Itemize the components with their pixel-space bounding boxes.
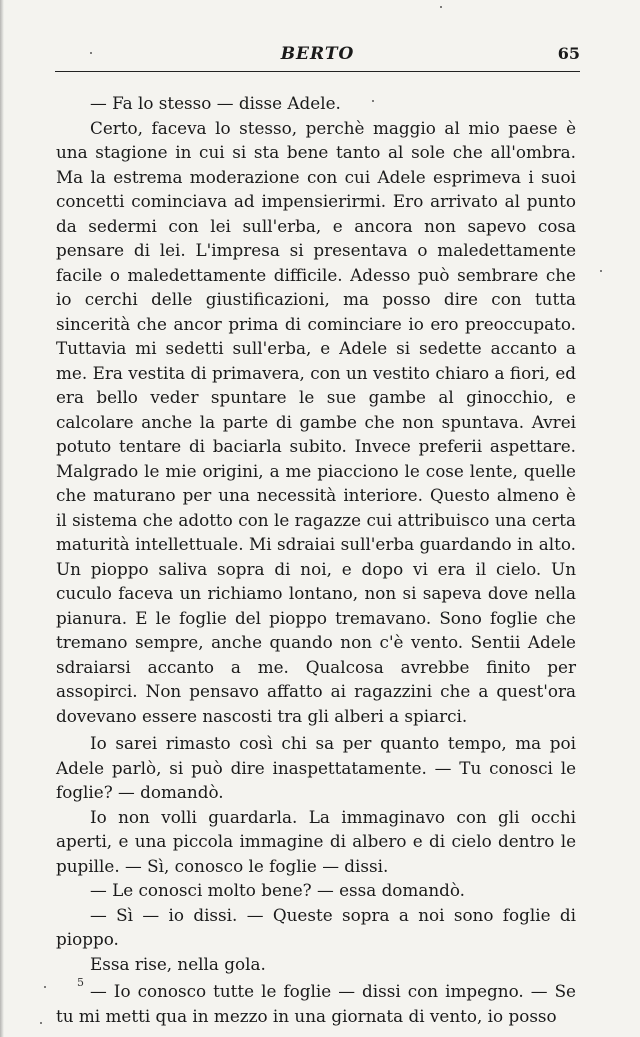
print-speck: [40, 1022, 42, 1024]
header-rule: [55, 71, 580, 72]
body-text: [56, 91, 576, 1028]
page-number: 65: [557, 44, 580, 63]
paragraph: Io sarei rimasto così chi sa per quanto tempo, ma poi Adele parlò, si può dire inaspettatamente. — Tu conosci le foglie? — domandò.: [56, 733, 576, 802]
print-speck: [90, 52, 92, 54]
page-header: [55, 40, 580, 70]
page-edge-shadow: [0, 0, 4, 1037]
print-speck: [44, 986, 46, 988]
signature-mark: 5: [77, 976, 84, 989]
paragraph: — Io conosco tutte le foglie — dissi con impegno. — Se tu mi metti qua in mezzo in una giornata di vento, io posso: [56, 981, 576, 1026]
paragraph: — Le conosci molto bene? — essa domandò.: [90, 880, 466, 900]
running-title: BERTO: [280, 44, 355, 64]
paragraph: — Fa lo stesso — disse Adele.: [90, 93, 341, 113]
paragraph: Io non volli guardarla. La immaginavo con gli occhi aperti, e una piccola immagine di albero e di cielo dentro le pupille. — Sì, conosco le foglie — dissi.: [56, 806, 576, 876]
paragraph: — Sì — io dissi. — Queste sopra a noi sono foglie di pioppo.: [56, 904, 576, 949]
paragraph: Certo, faceva lo stesso, perchè maggio al mio paese è una stagione in cui si sta bene tanto al sole che all'ombra. Ma la estrema moderazione con cui Adele esprimeva i suoi concetti cominciava ad impensierirmi. Ero arrivato al punto da sedermi con lei sull'erba, e ancora non sapevo cosa pensare di lei. L'impresa si presentava o maledettamente facile o maledettamente difficile. Adesso può sembrare che io cerchi delle giustificazioni, ma posso dire con tutta sincerità che ancor prima di cominciare io ero preoccupato. Tuttavia mi sedetti sull'erba, e Adele si sedette accanto a me. Era vestita di primavera, con un vestito chiaro a fiori, ed era bello veder spuntare le sue gambe al ginocchio, e calcolare anche la parte di gambe che non spuntava. Avrei potuto tentare di baciarla subito. Invece preferii aspettare. Malgrado le mie origini, a me piacciono le cose lente, quelle che maturano per una necessità interiore. Questo almeno è il sistema che adotto con le ragazze cui attribuisco una certa maturità intellettuale. Mi sdraiai sull'erba guardando in alto. Un pioppo saliva sopra di noi, e dopo vi era il cielo. Un cuculo faceva un richiamo lontano, non si sapeva dove nella pianura. E le foglie del pioppo tremavano. Sono foglie che tremano sempre, anche quando non c'è vento. Sentii Adele sdraiarsi accanto a me. Qualcosa avrebbe finito per assopirci. Non pensavo affatto ai ragazzini che a quest'ora dovevano essere nascosti tra gli alberi a spiarci.: [56, 117, 576, 726]
print-speck: [600, 270, 602, 272]
print-speck: [372, 100, 374, 102]
paragraph: Essa rise, nella gola.: [90, 953, 266, 974]
print-speck: [440, 6, 442, 8]
